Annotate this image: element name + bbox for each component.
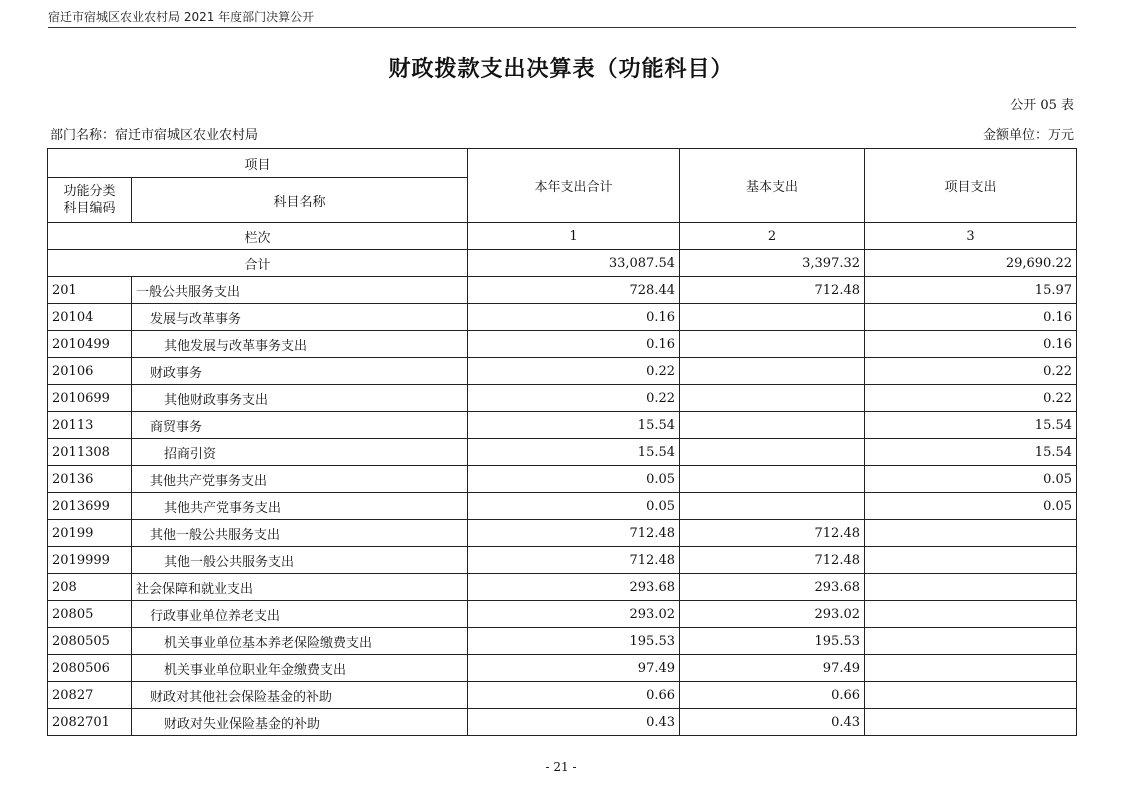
row-name: 其他共产党事务支出 (132, 493, 468, 520)
row-total: 712.48 (468, 520, 680, 547)
row-project: 0.05 (865, 493, 1077, 520)
row-project (865, 682, 1077, 709)
table-row (48, 385, 1077, 412)
expenditure-table (47, 148, 1077, 736)
row-name: 发展与改革事务 (132, 304, 468, 331)
row-name: 其他一般公共服务支出 (132, 547, 468, 574)
row-basic (680, 358, 865, 385)
column-number: 2 (680, 223, 865, 250)
row-basic (680, 412, 865, 439)
sum-label: 合计 (48, 250, 468, 277)
header-project: 项目 (48, 149, 468, 178)
row-name: 行政事业单位养老支出 (132, 601, 468, 628)
row-name: 财政对失业保险基金的补助 (132, 709, 468, 736)
row-code: 2082701 (48, 709, 132, 736)
table-row (48, 520, 1077, 547)
row-code: 2019999 (48, 547, 132, 574)
table-row (48, 682, 1077, 709)
row-basic (680, 331, 865, 358)
row-name: 机关事业单位基本养老保险缴费支出 (132, 628, 468, 655)
row-basic: 712.48 (680, 277, 865, 304)
row-basic (680, 304, 865, 331)
row-project (865, 628, 1077, 655)
row-code: 2011308 (48, 439, 132, 466)
table-row (48, 439, 1077, 466)
sum-basic: 3,397.32 (680, 250, 865, 277)
row-project (865, 520, 1077, 547)
table-row (48, 358, 1077, 385)
row-code: 2080505 (48, 628, 132, 655)
row-total: 15.54 (468, 439, 680, 466)
row-name: 其他一般公共服务支出 (132, 520, 468, 547)
row-project: 0.22 (865, 385, 1077, 412)
row-total: 0.43 (468, 709, 680, 736)
row-total: 0.05 (468, 493, 680, 520)
row-project (865, 709, 1077, 736)
row-basic (680, 493, 865, 520)
table-row (48, 277, 1077, 304)
row-code: 20199 (48, 520, 132, 547)
row-basic: 0.66 (680, 682, 865, 709)
table-row (48, 601, 1077, 628)
row-basic (680, 466, 865, 493)
column-number: 3 (865, 223, 1077, 250)
row-code: 208 (48, 574, 132, 601)
row-name: 商贸事务 (132, 412, 468, 439)
row-code: 20827 (48, 682, 132, 709)
table-row (48, 547, 1077, 574)
table-row (48, 493, 1077, 520)
amount-unit: 金额单位：万元 (982, 128, 1074, 143)
row-total: 0.22 (468, 385, 680, 412)
header-total: 本年支出合计 (468, 149, 680, 223)
row-basic (680, 439, 865, 466)
row-name: 机关事业单位职业年金缴费支出 (132, 655, 468, 682)
row-name: 其他共产党事务支出 (132, 466, 468, 493)
row-total: 712.48 (468, 547, 680, 574)
row-code: 20136 (48, 466, 132, 493)
row-project: 0.16 (865, 304, 1077, 331)
row-name: 其他财政事务支出 (132, 385, 468, 412)
row-code: 20106 (48, 358, 132, 385)
column-number-label: 栏次 (48, 223, 468, 250)
row-project: 15.54 (865, 439, 1077, 466)
row-basic: 712.48 (680, 547, 865, 574)
row-name: 社会保障和就业支出 (132, 574, 468, 601)
column-number: 1 (468, 223, 680, 250)
row-project (865, 547, 1077, 574)
row-total: 293.68 (468, 574, 680, 601)
page-number: - 21 - (545, 760, 577, 774)
table-row (48, 304, 1077, 331)
row-total: 0.66 (468, 682, 680, 709)
row-total: 0.16 (468, 304, 680, 331)
form-number: 公开 05 表 (1010, 98, 1074, 113)
row-total: 293.02 (468, 601, 680, 628)
table-row (48, 628, 1077, 655)
row-code: 20805 (48, 601, 132, 628)
table-row (48, 466, 1077, 493)
header-project-expense: 项目支出 (865, 149, 1077, 223)
table-row (48, 574, 1077, 601)
row-project (865, 655, 1077, 682)
row-project: 0.16 (865, 331, 1077, 358)
row-name: 招商引资 (132, 439, 468, 466)
row-basic: 195.53 (680, 628, 865, 655)
row-total: 0.22 (468, 358, 680, 385)
row-basic: 97.49 (680, 655, 865, 682)
table-row (48, 331, 1077, 358)
row-basic: 0.43 (680, 709, 865, 736)
row-project (865, 601, 1077, 628)
row-code: 20113 (48, 412, 132, 439)
table-row (48, 412, 1077, 439)
row-name: 财政事务 (132, 358, 468, 385)
row-total: 0.05 (468, 466, 680, 493)
page-title: 财政拨款支出决算表（功能科目） (388, 57, 734, 82)
row-project (865, 574, 1077, 601)
row-basic: 712.48 (680, 520, 865, 547)
header-code: 功能分类 科目编码 (48, 178, 132, 223)
row-project: 0.22 (865, 358, 1077, 385)
row-code: 2010499 (48, 331, 132, 358)
department-name: 部门名称：宿迁市宿城区农业农村局 (50, 128, 259, 143)
row-code: 201 (48, 277, 132, 304)
header-name: 科目名称 (132, 178, 468, 223)
sum-project: 29,690.22 (865, 250, 1077, 277)
row-project: 15.54 (865, 412, 1077, 439)
row-total: 15.54 (468, 412, 680, 439)
row-name: 其他发展与改革事务支出 (132, 331, 468, 358)
row-basic: 293.68 (680, 574, 865, 601)
row-total: 0.16 (468, 331, 680, 358)
running-header: 宿迁市宿城区农业农村局 2021 年度部门决算公开 (48, 8, 1076, 28)
row-total: 195.53 (468, 628, 680, 655)
table-row (48, 709, 1077, 736)
row-code: 2010699 (48, 385, 132, 412)
row-code: 20104 (48, 304, 132, 331)
row-name: 财政对其他社会保险基金的补助 (132, 682, 468, 709)
header-basic: 基本支出 (680, 149, 865, 223)
row-code: 2013699 (48, 493, 132, 520)
row-total: 728.44 (468, 277, 680, 304)
row-project: 0.05 (865, 466, 1077, 493)
row-total: 97.49 (468, 655, 680, 682)
row-name: 一般公共服务支出 (132, 277, 468, 304)
row-basic: 293.02 (680, 601, 865, 628)
table-row (48, 655, 1077, 682)
row-basic (680, 385, 865, 412)
row-project: 15.97 (865, 277, 1077, 304)
row-code: 2080506 (48, 655, 132, 682)
sum-total: 33,087.54 (468, 250, 680, 277)
